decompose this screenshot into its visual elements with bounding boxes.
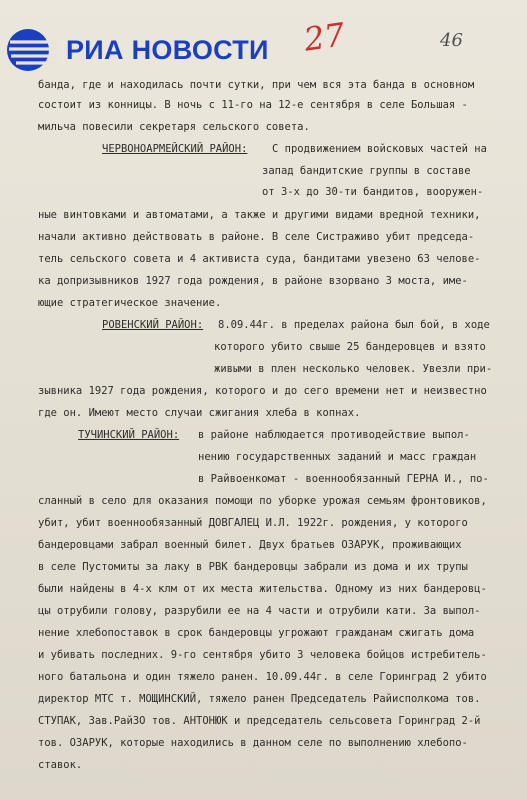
- section-heading-rovensky: РОВЕНСКИЙ РАЙОН:: [102, 319, 204, 331]
- text-line: цы отрубили голову, разрубили ее на 4 части и отрубили кати. За выпол-: [38, 605, 481, 617]
- text-line: ставок.: [38, 759, 83, 771]
- text-line: ка допризывников 1927 года рождения, в районе взорвано 3 моста, име-: [38, 275, 468, 287]
- text-line: СТУПАК, Зав.РайЗО тов. АНТОНЮК и председатель сельсовета Горинград 2-й: [38, 715, 481, 727]
- text-line: директор МТС т. МОЩИНСКИЙ, тяжело ранен Председатель Райисполкома тов.: [38, 693, 481, 705]
- text-line: были найдены в 4-х клм от их места жительства. Одному из них бандеровц-: [38, 583, 487, 595]
- text-line: тов. ОЗАРУК, которые находились в данном селе по выполнению хлебопо-: [38, 737, 468, 749]
- text-line: 8.09.44г. в пределах района был бой, в ходе: [218, 319, 490, 331]
- text-line: запад бандитские группы в составе: [262, 165, 471, 177]
- text-line: начали активно действовать в районе. В селе Систраживо убит председа-: [38, 231, 475, 243]
- text-line: которого убито свыше 25 бандеровцев и взято: [214, 341, 486, 353]
- text-line: и убивать последних. 9-го сентября убито 3 человека бойцов истребитель-: [38, 649, 487, 661]
- text-line: в районе наблюдается противодействие выпол-: [198, 429, 470, 441]
- text-line: нение хлебопоставок в срок бандеровцы угрожают гражданам сжигать дома: [38, 627, 475, 639]
- text-line: тель сельского совета и 4 активиста суда, бандитами увезено 63 челове-: [38, 253, 481, 265]
- text-line: сланный в село для оказания помощи по уборке урожая семьям фронтовиков,: [38, 495, 487, 507]
- text-line: мильча повесили секретаря сельского совета.: [38, 121, 310, 133]
- section-heading-chervonoarmeysky: ЧЕРВОНОАРМЕЙСКИЙ РАЙОН:: [102, 143, 248, 155]
- text-line: бандеровцами забрал военный билет. Двух братьев ОЗАРУК, проживающих: [38, 539, 462, 551]
- logo-text: РИА НОВОСТИ: [66, 34, 269, 65]
- text-line: где он. Имеют место случаи сжигания хлеба в копнах.: [38, 407, 361, 419]
- text-line: в селе Пустомиты за лаку в РВК бандеровцы забрали из дома и их трупы: [38, 561, 468, 573]
- handwritten-page-number: 27: [301, 15, 348, 59]
- text-line: банда, где и находилась почти сутки, при чем вся эта банда в основном: [38, 79, 475, 91]
- text-line: в Райвоенкомат - военнообязанный ГЕРНА И., по-: [198, 473, 489, 485]
- pencil-page-number: 46: [440, 30, 463, 51]
- text-line: С продвижением войсковых частей на: [272, 143, 487, 155]
- text-line: состоит из конницы. В ночь с 11-го на 12-е сентября в селе Большая -: [38, 99, 468, 111]
- text-line: убит, убит военнообязанный ДОВГАЛЕЦ И.Л. 1922г. рождения, у которого: [38, 517, 468, 529]
- ria-globe-icon: [6, 26, 58, 74]
- text-line: живыми в плен несколько человек. Увезли при-: [214, 363, 493, 375]
- text-line: ного батальона и один тяжело ранен. 10.09.44г. в селе Горинград 2 убито: [38, 671, 487, 683]
- section-heading-tuchinsky: ТУЧИНСКИЙ РАЙОН:: [78, 429, 180, 441]
- text-line: зывника 1927 года рождения, которого и до сего времени нет и неизвестно: [38, 385, 487, 397]
- text-line: нению государственных заданий и масс граждан: [198, 451, 477, 463]
- text-line: ющие стратегическое значение.: [38, 297, 222, 309]
- text-line: от 3-х до 30-ти бандитов, вооружен-: [262, 186, 484, 198]
- ria-novosti-logo: [6, 26, 269, 74]
- text-line: ные винтовками и автоматами, а также и другими видами вредной техники,: [38, 209, 481, 221]
